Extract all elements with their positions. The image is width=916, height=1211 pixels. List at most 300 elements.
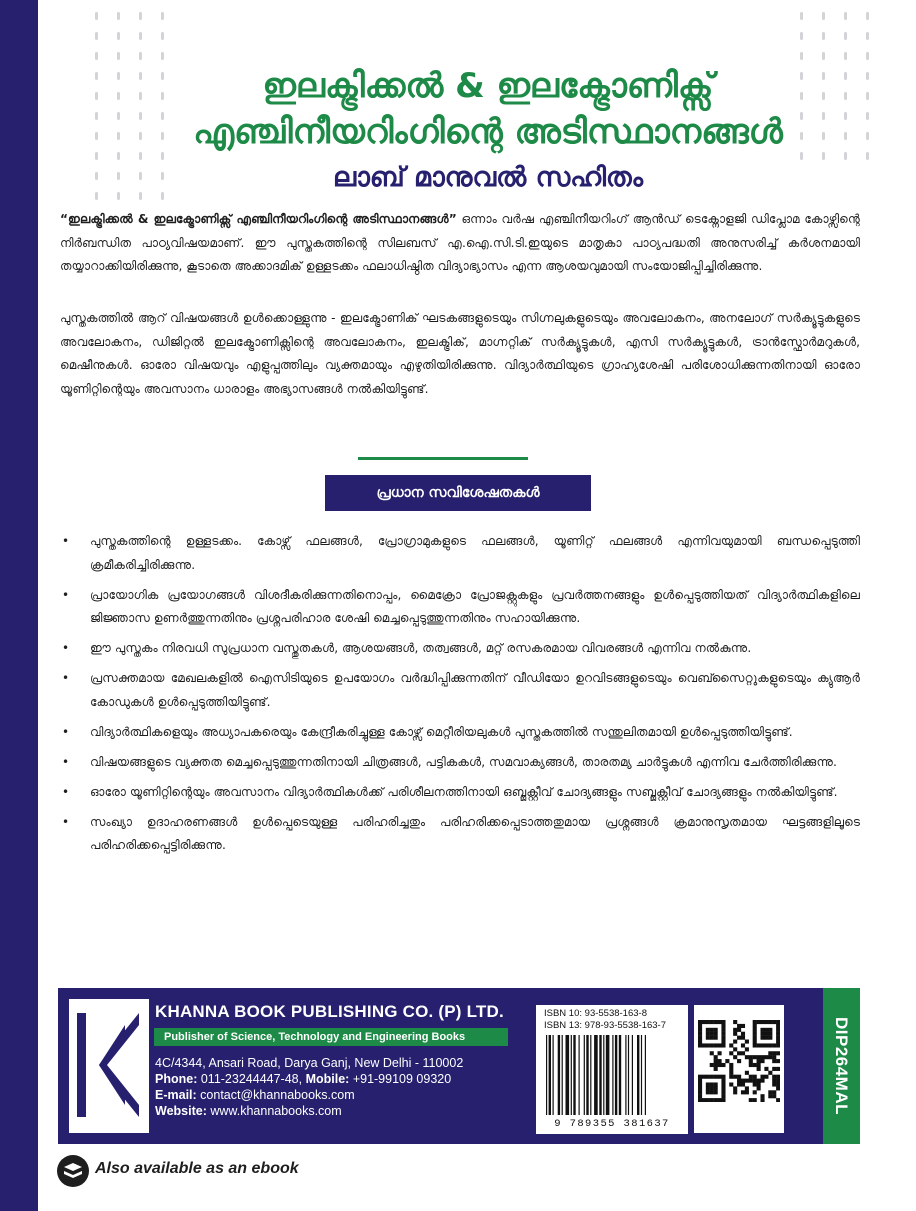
qr-module (698, 1043, 702, 1047)
qr-module (721, 1086, 725, 1090)
qr-module (710, 1036, 714, 1040)
qr-module (745, 1079, 749, 1083)
qr-module (772, 1059, 776, 1063)
qr-module (721, 1024, 725, 1028)
qr-module (768, 1090, 772, 1094)
qr-module (764, 1043, 768, 1047)
isbn-barcode-box (536, 1005, 688, 1134)
qr-module (721, 1098, 725, 1102)
qr-module (706, 1043, 710, 1047)
qr-module (714, 1020, 718, 1024)
feature-text: ഈ പുസ്തകം നിരവധി സുപ്രധാന വസ്തുതകൾ, ആശയങ്ങൾ, തത്വങ്ങൾ, മറ്റ് രസകരമായ വിവരങ്ങൾ എന്നിവ നൽകുന്നു. (90, 641, 752, 655)
barcode-bar (549, 1035, 551, 1115)
qr-module (733, 1090, 737, 1094)
feature-text: പുസ്തകത്തിന്റെ ഉള്ളടക്കം. കോഴ്സ് ഫലങ്ങൾ, പ്രോഗ്രാമുകളുടെ ഫലങ്ങൾ, യൂണിറ്റ് ഫലങ്ങൾ എന്നിവയുമായി ബന്ധപ്പെടുത്തി ക്രമീകരിച്ചിരിക്കുന്നു. (90, 534, 860, 572)
isbn-text (544, 1008, 666, 1032)
qr-module (706, 1032, 710, 1036)
barcode-icon (542, 1035, 682, 1117)
barcode-bar (562, 1035, 563, 1115)
qr-module (729, 1075, 733, 1079)
qr-module (772, 1090, 776, 1094)
qr-module (760, 1032, 764, 1036)
qr-module (768, 1043, 772, 1047)
decorative-dot (800, 52, 803, 60)
qr-module (714, 1028, 718, 1032)
publisher-website-line (155, 1103, 463, 1119)
qr-module (733, 1040, 737, 1044)
qr-module (706, 1090, 710, 1094)
bullet-icon: • (62, 671, 70, 685)
qr-module (741, 1082, 745, 1086)
barcode-bar (606, 1035, 610, 1115)
qr-module (706, 1020, 710, 1024)
qr-module (757, 1020, 761, 1024)
qr-module (753, 1098, 757, 1102)
barcode-bar (603, 1035, 604, 1115)
qr-module (760, 1059, 764, 1063)
decorative-dot (139, 52, 142, 60)
decorative-dot (844, 12, 847, 20)
qr-module (718, 1051, 722, 1055)
qr-module (764, 1028, 768, 1032)
qr-module (721, 1090, 725, 1094)
qr-module (776, 1086, 780, 1090)
qr-module (721, 1082, 725, 1086)
qr-module (718, 1020, 722, 1024)
qr-module (745, 1040, 749, 1044)
decorative-dot (161, 32, 164, 40)
qr-module (749, 1063, 753, 1067)
qr-module (721, 1079, 725, 1083)
qr-module (753, 1028, 757, 1032)
decorative-dot (800, 12, 803, 20)
qr-module (702, 1020, 706, 1024)
qr-module (710, 1020, 714, 1024)
qr-module (706, 1082, 710, 1086)
decorative-dot (866, 52, 869, 60)
qr-module (706, 1036, 710, 1040)
qr-module (749, 1055, 753, 1059)
qr-module (745, 1090, 749, 1094)
publisher-phone-line (155, 1071, 463, 1087)
qr-module (710, 1098, 714, 1102)
decorative-dot (117, 32, 120, 40)
qr-module (729, 1071, 733, 1075)
qr-module (698, 1020, 702, 1024)
book-title-line-1: ഇലക്ട്രിക്കൽ & ഇലക്ട്രോണിക്സ് (262, 66, 714, 106)
decorative-dot (822, 32, 825, 40)
qr-module (772, 1094, 776, 1098)
qr-module (745, 1071, 749, 1075)
qr-module (733, 1028, 737, 1032)
decorative-dot (95, 32, 98, 40)
qr-module (768, 1032, 772, 1036)
qr-module (772, 1075, 776, 1079)
qr-module (698, 1086, 702, 1090)
qr-module (706, 1028, 710, 1032)
qr-module (706, 1098, 710, 1102)
feature-item (60, 811, 860, 858)
decorative-dot (117, 52, 120, 60)
qr-module (772, 1055, 776, 1059)
isbn-10: ISBN 10: 93-5538-163-8 (544, 1008, 647, 1019)
qr-module (710, 1043, 714, 1047)
qr-module (737, 1024, 741, 1028)
decorative-dot (139, 32, 142, 40)
barcode-bar (615, 1035, 617, 1115)
qr-module (764, 1032, 768, 1036)
feature-text: വിഷയങ്ങളുടെ വ്യക്തത മെച്ചപ്പെടുത്തുന്നതിനായി ചിത്രങ്ങൾ, പട്ടികകൾ, സമവാക്യങ്ങൾ, താരതമ്യ ചാർട്ടുകൾ എന്നിവ ചേർത്തിരിക്കുന്നു. (90, 754, 837, 769)
qr-module (729, 1082, 733, 1086)
qr-module (764, 1036, 768, 1040)
qr-module (757, 1067, 761, 1071)
qr-module (776, 1059, 780, 1063)
bullet-icon: • (62, 641, 70, 655)
qr-module (776, 1024, 780, 1028)
features-heading: പ്രധാന സവിശേഷതകൾ (325, 475, 591, 511)
qr-module (698, 1028, 702, 1032)
decorative-dot (117, 12, 120, 20)
feature-text: വിദ്യാർത്ഥികളെയും അധ്യാപകരെയും കേന്ദ്രീകരിച്ചുള്ള കോഴ്സ് മെറ്റീരിയലുകൾ പുസ്തകത്തിൽ സന്തുലിതമായി ഉൾപ്പെടുത്തിയിട്ടുണ്ട്. (90, 724, 793, 739)
qr-module (768, 1051, 772, 1055)
qr-module (749, 1059, 753, 1063)
qr-module (729, 1043, 733, 1047)
qr-module (776, 1098, 780, 1102)
qr-module (760, 1055, 764, 1059)
qr-module (698, 1098, 702, 1102)
qr-module (776, 1020, 780, 1024)
qr-module (760, 1098, 764, 1102)
qr-module (768, 1094, 772, 1098)
qr-module (714, 1098, 718, 1102)
qr-module (718, 1063, 722, 1067)
decorative-dot (822, 52, 825, 60)
qr-module (757, 1079, 761, 1083)
qr-module (760, 1043, 764, 1047)
publisher-logo (69, 999, 149, 1133)
phone-label: Phone: (155, 1072, 198, 1086)
book-code-strip (823, 988, 860, 1144)
qr-module (753, 1036, 757, 1040)
qr-module (714, 1063, 718, 1067)
qr-module (714, 1086, 718, 1090)
qr-module (721, 1036, 725, 1040)
qr-module (702, 1043, 706, 1047)
isbn-13: ISBN 13: 978-93-5538-163-7 (544, 1020, 666, 1031)
feature-item (60, 637, 860, 661)
barcode-bar (619, 1035, 621, 1115)
barcode-bar (625, 1035, 626, 1115)
barcode-bar (590, 1035, 591, 1115)
qr-module (710, 1082, 714, 1086)
qr-module (753, 1063, 757, 1067)
qr-module (706, 1086, 710, 1090)
publisher-address: 4C/4344, Ansari Road, Darya Ganj, New Delhi - 110002 (155, 1056, 464, 1070)
qr-module (772, 1051, 776, 1055)
qr-module (698, 1024, 702, 1028)
qr-module (714, 1075, 718, 1079)
barcode-bar (599, 1035, 601, 1115)
barcode-bar (546, 1035, 547, 1115)
qr-module (757, 1055, 761, 1059)
publisher-footer (58, 988, 858, 1144)
qr-module (718, 1043, 722, 1047)
section-divider (358, 457, 528, 460)
qr-module (737, 1059, 741, 1063)
qr-module (749, 1079, 753, 1083)
qr-module (753, 1090, 757, 1094)
qr-module (710, 1051, 714, 1055)
description-book-name: “ഇലക്ട്രിക്കൽ & ഇലക്ട്രോണിക്സ് എഞ്ചിനീയറിംഗിന്റെ അടിസ്ഥാനങ്ങൾ” (60, 212, 457, 226)
qr-module (776, 1040, 780, 1044)
barcode-bar (553, 1035, 554, 1115)
publisher-tagline: Publisher of Science, Technology and Engineering Books (154, 1028, 508, 1046)
qr-code-box (694, 1005, 784, 1133)
qr-module (764, 1075, 768, 1079)
qr-module (757, 1082, 761, 1086)
qr-module (721, 1063, 725, 1067)
qr-module (721, 1020, 725, 1024)
feature-item (60, 721, 860, 745)
decorative-dot (161, 52, 164, 60)
description-paragraph-2: പുസ്തകത്തിൽ ആറ് വിഷയങ്ങൾ ഉൾക്കൊള്ളുന്നു - ഇലക്ട്രോണിക് ഘടകങ്ങളുടെയും സിഗ്നലുകളുടെയും അവലോകനം, അനലോഗ് സർക്യൂട്ടുകളുടെ അവലോകനം, ഡിജിറ്റൽ ഇലക്ട്രോണിക്സിന്റെ അവലോകനം, ഇലക്ട്രിക്, മാഗ്നറ്റിക് സർക്യൂട്ടുകൾ, എസി സർക്യൂട്ടുകൾ, ട്രാൻസ്ഫോർമറുകൾ, മെഷീനുകൾ. ഓരോ വിഷയവും എളുപ്പത്തിലും വ്യക്തമായും എഴുതിയിരിക്കുന്നു. വിദ്യാർത്ഥിയുടെ ഗ്രാഹ്യശേഷി പരിശോധിക്കുന്നതിനായി ഓരോ യൂണിറ്റിന്റെയും അവസാനം ധാരാളം അഭ്യാസങ്ങൾ നൽകിയിട്ടുണ്ട്. (60, 311, 860, 396)
qr-module (702, 1075, 706, 1079)
feature-text: പ്രായോഗിക പ്രയോഗങ്ങൾ വിശദീകരിക്കുന്നതിനൊപ്പം, മൈക്രോ പ്രോജക്റ്റുകളും പ്രവർത്തനങ്ങളും ഉൾപ്പെടുത്തിയത് വിദ്യാർത്ഥികളിലെ ജിജ്ഞാസ ഉണർത്തുന്നതിനും പ്രശ്നപരിഹാര ശേഷി മെച്ചപ്പെടുത്തുന്നതിനും സഹായിക്കുന്നു. (90, 587, 860, 625)
qr-module (757, 1086, 761, 1090)
qr-module (729, 1051, 733, 1055)
qr-module (737, 1051, 741, 1055)
barcode-bar (586, 1035, 588, 1115)
feature-text: സംഖ്യാ ഉദാഹരണങ്ങൾ ഉൾപ്പെടെയുള്ള പരിഹരിച്ചതും പരിഹരിക്കപ്പെടാത്തതുമായ പ്രശ്നങ്ങൾ ക്രമാനുസൃതമായ ഘട്ടങ്ങളിലൂടെ പരിഹരിക്കപ്പെട്ടിരിക്കുന്നു. (90, 814, 860, 852)
qr-module (698, 1079, 702, 1083)
features-list (60, 530, 860, 864)
qr-module (753, 1079, 757, 1083)
bullet-icon: • (62, 754, 70, 769)
qr-module (753, 1020, 757, 1024)
bullet-icon: • (62, 784, 70, 799)
qr-code-icon (698, 1020, 780, 1102)
qr-module (768, 1036, 772, 1040)
qr-module (753, 1082, 757, 1086)
mobile-label: Mobile: (305, 1072, 350, 1086)
qr-module (733, 1032, 737, 1036)
qr-module (764, 1067, 768, 1071)
qr-module (710, 1086, 714, 1090)
qr-module (745, 1047, 749, 1051)
qr-module (776, 1067, 780, 1071)
decorative-dot (844, 32, 847, 40)
qr-module (745, 1086, 749, 1090)
bullet-icon: • (62, 587, 70, 602)
ebook-availability-note: Also available as an ebook (95, 1160, 299, 1177)
qr-module (772, 1043, 776, 1047)
qr-module (698, 1094, 702, 1098)
mobile-number: +91-99109 09320 (352, 1072, 452, 1086)
qr-module (776, 1082, 780, 1086)
barcode-bar (571, 1035, 572, 1115)
website-url: www.khannabooks.com (210, 1104, 342, 1118)
publisher-email-line (155, 1087, 463, 1103)
qr-module (760, 1020, 764, 1024)
qr-module (737, 1079, 741, 1083)
qr-module (772, 1067, 776, 1071)
qr-module (768, 1055, 772, 1059)
qr-module (772, 1020, 776, 1024)
qr-module (760, 1094, 764, 1098)
barcode-bar (566, 1035, 570, 1115)
qr-module (729, 1067, 733, 1071)
qr-module (741, 1036, 745, 1040)
feature-item (60, 751, 860, 775)
qr-module (721, 1032, 725, 1036)
decorative-dot (139, 12, 142, 20)
qr-module (776, 1075, 780, 1079)
barcode-bar (612, 1035, 613, 1115)
decorative-dot (161, 12, 164, 20)
description-paragraph-1 (60, 208, 860, 279)
qr-module (760, 1028, 764, 1032)
qr-module (776, 1079, 780, 1083)
barcode-digits: 9 789355 381637 (554, 1118, 670, 1130)
qr-module (718, 1075, 722, 1079)
ebook-icon (57, 1155, 89, 1187)
qr-module (729, 1063, 733, 1067)
barcode-bar (594, 1035, 598, 1115)
publisher-contact (155, 1055, 463, 1119)
qr-module (698, 1036, 702, 1040)
qr-module (772, 1079, 776, 1083)
qr-module (698, 1082, 702, 1086)
qr-module (768, 1071, 772, 1075)
qr-module (737, 1082, 741, 1086)
qr-module (721, 1028, 725, 1032)
qr-module (753, 1043, 757, 1047)
qr-module (714, 1055, 718, 1059)
qr-module (741, 1051, 745, 1055)
qr-module (733, 1047, 737, 1051)
feature-text: ഓരോ യൂണിറ്റിന്റെയും അവസാനം വിദ്യാർത്ഥികൾക്ക് പരിശീലനത്തിനായി ഒബ്ജക്റ്റീവ് ചോദ്യങ്ങളും സബ്ജക്റ്റീവ് ചോദ്യങ്ങളും നൽകിയിട്ടുണ്ട്. (90, 784, 838, 799)
barcode-bar (558, 1035, 560, 1115)
barcode-bar (628, 1035, 629, 1115)
qr-module (760, 1075, 764, 1079)
qr-module (741, 1024, 745, 1028)
qr-module (714, 1082, 718, 1086)
qr-module (710, 1028, 714, 1032)
qr-module (721, 1040, 725, 1044)
decorative-dot (800, 32, 803, 40)
qr-module (741, 1090, 745, 1094)
qr-module (706, 1075, 710, 1079)
qr-module (745, 1055, 749, 1059)
barcode-bar (584, 1035, 585, 1115)
qr-module (714, 1090, 718, 1094)
qr-module (733, 1075, 737, 1079)
decorative-dot (822, 12, 825, 20)
qr-module (741, 1043, 745, 1047)
qr-module (753, 1055, 757, 1059)
qr-module (714, 1043, 718, 1047)
bullet-icon: • (62, 724, 70, 739)
book-title-line-2: എഞ്ചിനീയറിംഗിന്റെ അടിസ്ഥാനങ്ങൾ (193, 112, 783, 152)
qr-module (749, 1098, 753, 1102)
qr-module (710, 1090, 714, 1094)
book-spine-edge (0, 0, 38, 1211)
qr-module (741, 1032, 745, 1036)
email-label: E-mail: (155, 1088, 197, 1102)
publisher-name: KHANNA BOOK PUBLISHING CO. (P) LTD. (155, 1002, 504, 1021)
feature-item (60, 530, 860, 577)
feature-item (60, 781, 860, 805)
feature-item (60, 584, 860, 631)
bullet-icon: • (62, 534, 70, 548)
qr-module (698, 1090, 702, 1094)
qr-module (776, 1043, 780, 1047)
decorative-dot (866, 12, 869, 20)
qr-module (733, 1055, 737, 1059)
barcode-bar (573, 1035, 575, 1115)
website-label: Website: (155, 1104, 207, 1118)
qr-module (757, 1063, 761, 1067)
decorative-dot (95, 12, 98, 20)
email-address: contact@khannabooks.com (200, 1088, 355, 1102)
qr-module (737, 1075, 741, 1079)
qr-module (733, 1086, 737, 1090)
qr-module (776, 1036, 780, 1040)
qr-module (772, 1082, 776, 1086)
qr-module (702, 1098, 706, 1102)
decorative-dot (844, 52, 847, 60)
qr-module (764, 1055, 768, 1059)
phone-number: 011-23244447-48, (200, 1072, 303, 1086)
barcode-bar (641, 1035, 642, 1115)
qr-module (698, 1040, 702, 1044)
book-code: DIP264MAL (832, 1016, 851, 1116)
qr-module (721, 1043, 725, 1047)
qr-module (718, 1059, 722, 1063)
qr-module (753, 1040, 757, 1044)
qr-module (721, 1094, 725, 1098)
qr-module (725, 1059, 729, 1063)
qr-module (718, 1098, 722, 1102)
qr-module (753, 1024, 757, 1028)
qr-module (749, 1075, 753, 1079)
qr-module (737, 1028, 741, 1032)
qr-module (710, 1032, 714, 1036)
bullet-icon: • (62, 814, 70, 829)
qr-module (760, 1079, 764, 1083)
qr-module (714, 1059, 718, 1063)
qr-module (768, 1020, 772, 1024)
qr-module (698, 1075, 702, 1079)
feature-item (60, 667, 860, 714)
qr-module (710, 1075, 714, 1079)
qr-module (776, 1051, 780, 1055)
barcode-bar (637, 1035, 639, 1115)
qr-module (757, 1059, 761, 1063)
qr-module (776, 1028, 780, 1032)
qr-module (710, 1063, 714, 1067)
qr-module (776, 1032, 780, 1036)
qr-module (741, 1079, 745, 1083)
barcode-bar (632, 1035, 633, 1115)
qr-module (714, 1032, 718, 1036)
k-logo-icon (69, 999, 149, 1133)
qr-module (698, 1032, 702, 1036)
decorative-dot (95, 52, 98, 60)
qr-module (768, 1028, 772, 1032)
qr-module (764, 1020, 768, 1024)
feature-text: പ്രസക്തമായ മേഖലകളിൽ ഐസിടിയുടെ ഉപയോഗം വർദ്ധിപ്പിക്കുന്നതിന് വീഡിയോ ഉറവിടങ്ങളുടെയും വെബ്സൈറ്റുകളുടെയും ക്യുആർ കോഡുകൾ ഉൾപ്പെടുത്തിയിട്ടുണ്ട്. (90, 671, 860, 709)
